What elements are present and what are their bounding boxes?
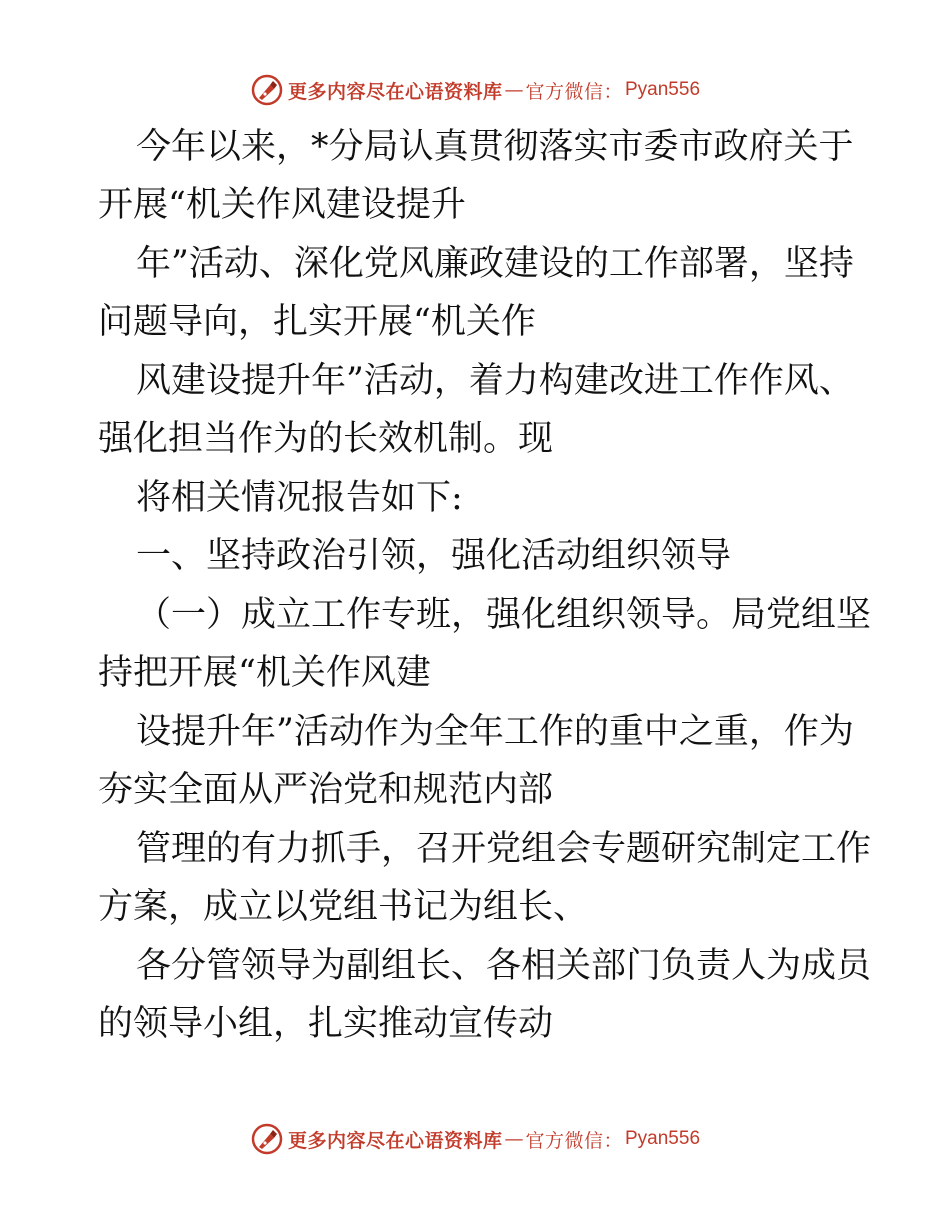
text-line-4: 问题导向，扎实开展“机关作 xyxy=(98,302,536,342)
text-line-14: 方案，成立以党组书记为组长、 xyxy=(98,887,589,927)
banner-site-text: 更多内容尽在心语资料库 xyxy=(287,80,503,103)
text-line-1: 今年以来，*分局认真贯彻落实市委市政府关于 xyxy=(136,127,854,167)
text-line-11: 设提升年”活动作为全年工作的重中之重，作为 xyxy=(136,712,854,752)
banner-separator: — xyxy=(504,1128,524,1150)
text-line-5: 风建设提升年”活动，着力构建改进工作作风、 xyxy=(136,361,854,401)
text-line-10: 持把开展“机关作风建 xyxy=(98,653,431,693)
text-line-2: 开展“机关作风建设提升 xyxy=(98,185,466,225)
text-line-6: 强化担当作为的长效机制。现 xyxy=(98,419,554,459)
banner-wechat-handle: Pyan556 xyxy=(625,79,701,100)
pen-nib-icon xyxy=(250,1122,284,1156)
section-heading: 一、坚持政治引领，强化活动组织领导 xyxy=(136,536,732,576)
banner-site-text: 更多内容尽在心语资料库 xyxy=(287,1129,503,1152)
text-line-13: 管理的有力抓手，召开党组会专题研究制定工作 xyxy=(136,829,872,869)
text-line-7: 将相关情况报告如下: xyxy=(136,478,463,518)
text-line-9: （一）成立工作专班，强化组织领导。局党组坚 xyxy=(136,595,872,635)
text-line-3: 年”活动、深化党风廉政建设的工作部署，坚持 xyxy=(136,244,854,284)
text-line-16: 的领导小组，扎实推动宣传动 xyxy=(98,1004,554,1044)
banner-wechat-label: 官方微信： xyxy=(525,1129,623,1152)
pen-nib-icon xyxy=(250,73,284,107)
banner-wechat-label: 官方微信： xyxy=(525,80,623,103)
banner-wechat-handle: Pyan556 xyxy=(625,1128,701,1149)
text-line-15: 各分管领导为副组长、各相关部门负责人为成员 xyxy=(136,946,872,986)
banner-separator: — xyxy=(504,79,524,101)
footer-banner xyxy=(0,1119,950,1159)
header-banner xyxy=(0,70,950,110)
text-line-12: 夯实全面从严治党和规范内部 xyxy=(98,770,554,810)
